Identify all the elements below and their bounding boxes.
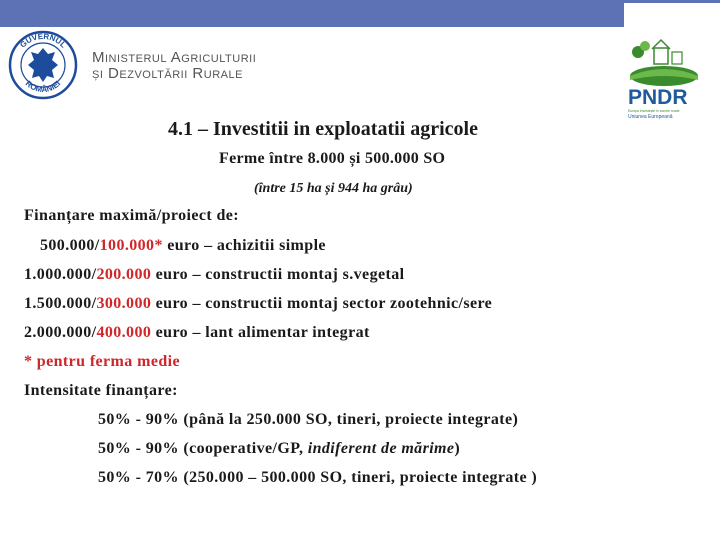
financing-row — [24, 266, 404, 284]
financing-amount: 100.000* — [99, 237, 163, 254]
page-subtitle: Ferme între 8.000 și 500.000 SO — [219, 150, 446, 167]
seal-text-top: GUVERNUL — [18, 31, 68, 50]
financing-row — [24, 324, 370, 342]
svg-text:GUVERNUL — [18, 32, 68, 50]
financing-desc: euro – achizitii simple — [162, 237, 326, 254]
intensity-desc-italic: indiferent de mărime — [307, 440, 455, 457]
intensity-row — [98, 469, 537, 487]
government-seal-icon — [8, 30, 78, 100]
intensity-desc: (cooperative/GP, — [183, 440, 308, 457]
page-title: 4.1 – Investitii in exploatatii agricole — [168, 118, 478, 140]
financing-desc: euro – constructii montaj s.vegetal — [151, 266, 405, 283]
financing-row — [40, 237, 326, 255]
financing-desc: euro – constructii montaj sector zootehnic/sere — [151, 295, 493, 312]
financing-row — [24, 295, 492, 313]
ministry-name — [92, 50, 256, 82]
intensity-percent: 50% - 90% — [98, 440, 179, 457]
pndr-label: PNDR — [628, 86, 688, 109]
ministry-line-1: Ministerul Agriculturii — [92, 49, 257, 66]
financing-desc: euro – lant alimentar integrat — [151, 324, 370, 341]
intensity-percent: 50% - 70% — [98, 469, 179, 486]
intensity-desc: (250.000 – 500.000 SO, tineri, proiecte integrate ) — [183, 469, 538, 486]
financing-base: 1.500.000/ — [24, 295, 97, 312]
financing-heading: Finanțare maximă/proiect de: — [24, 207, 240, 224]
intensity-desc-tail: ) — [454, 440, 461, 457]
intensity-heading: Intensitate finanțare: — [24, 382, 178, 399]
pndr-tagline-eu: Uniunea Europeană — [628, 114, 673, 120]
financing-amount: 400.000 — [96, 324, 152, 341]
financing-amount: 300.000 — [96, 295, 152, 312]
intensity-percent: 50% - 90% — [98, 411, 179, 428]
intensity-row — [98, 440, 460, 458]
top-banner — [0, 0, 720, 27]
pndr-logo-icon — [624, 34, 710, 120]
financing-amount: 200.000 — [96, 266, 152, 283]
area-note: (între 15 ha și 944 ha grâu) — [254, 181, 413, 196]
intensity-row — [98, 411, 518, 429]
financing-base: 2.000.000/ — [24, 324, 97, 341]
top-banner-gap — [624, 0, 720, 27]
intensity-desc: (până la 250.000 SO, tineri, proiecte integrate) — [183, 411, 519, 428]
financing-base: 500.000/ — [40, 237, 100, 254]
footnote: * pentru ferma medie — [24, 353, 180, 370]
seal-text-bottom: ROMÂNIEI — [23, 78, 63, 95]
financing-base: 1.000.000/ — [24, 266, 97, 283]
ministry-line-2: și Dezvoltării Rurale — [92, 65, 243, 82]
pndr-tagline: Europa investește în zonele rurale — [628, 109, 680, 113]
